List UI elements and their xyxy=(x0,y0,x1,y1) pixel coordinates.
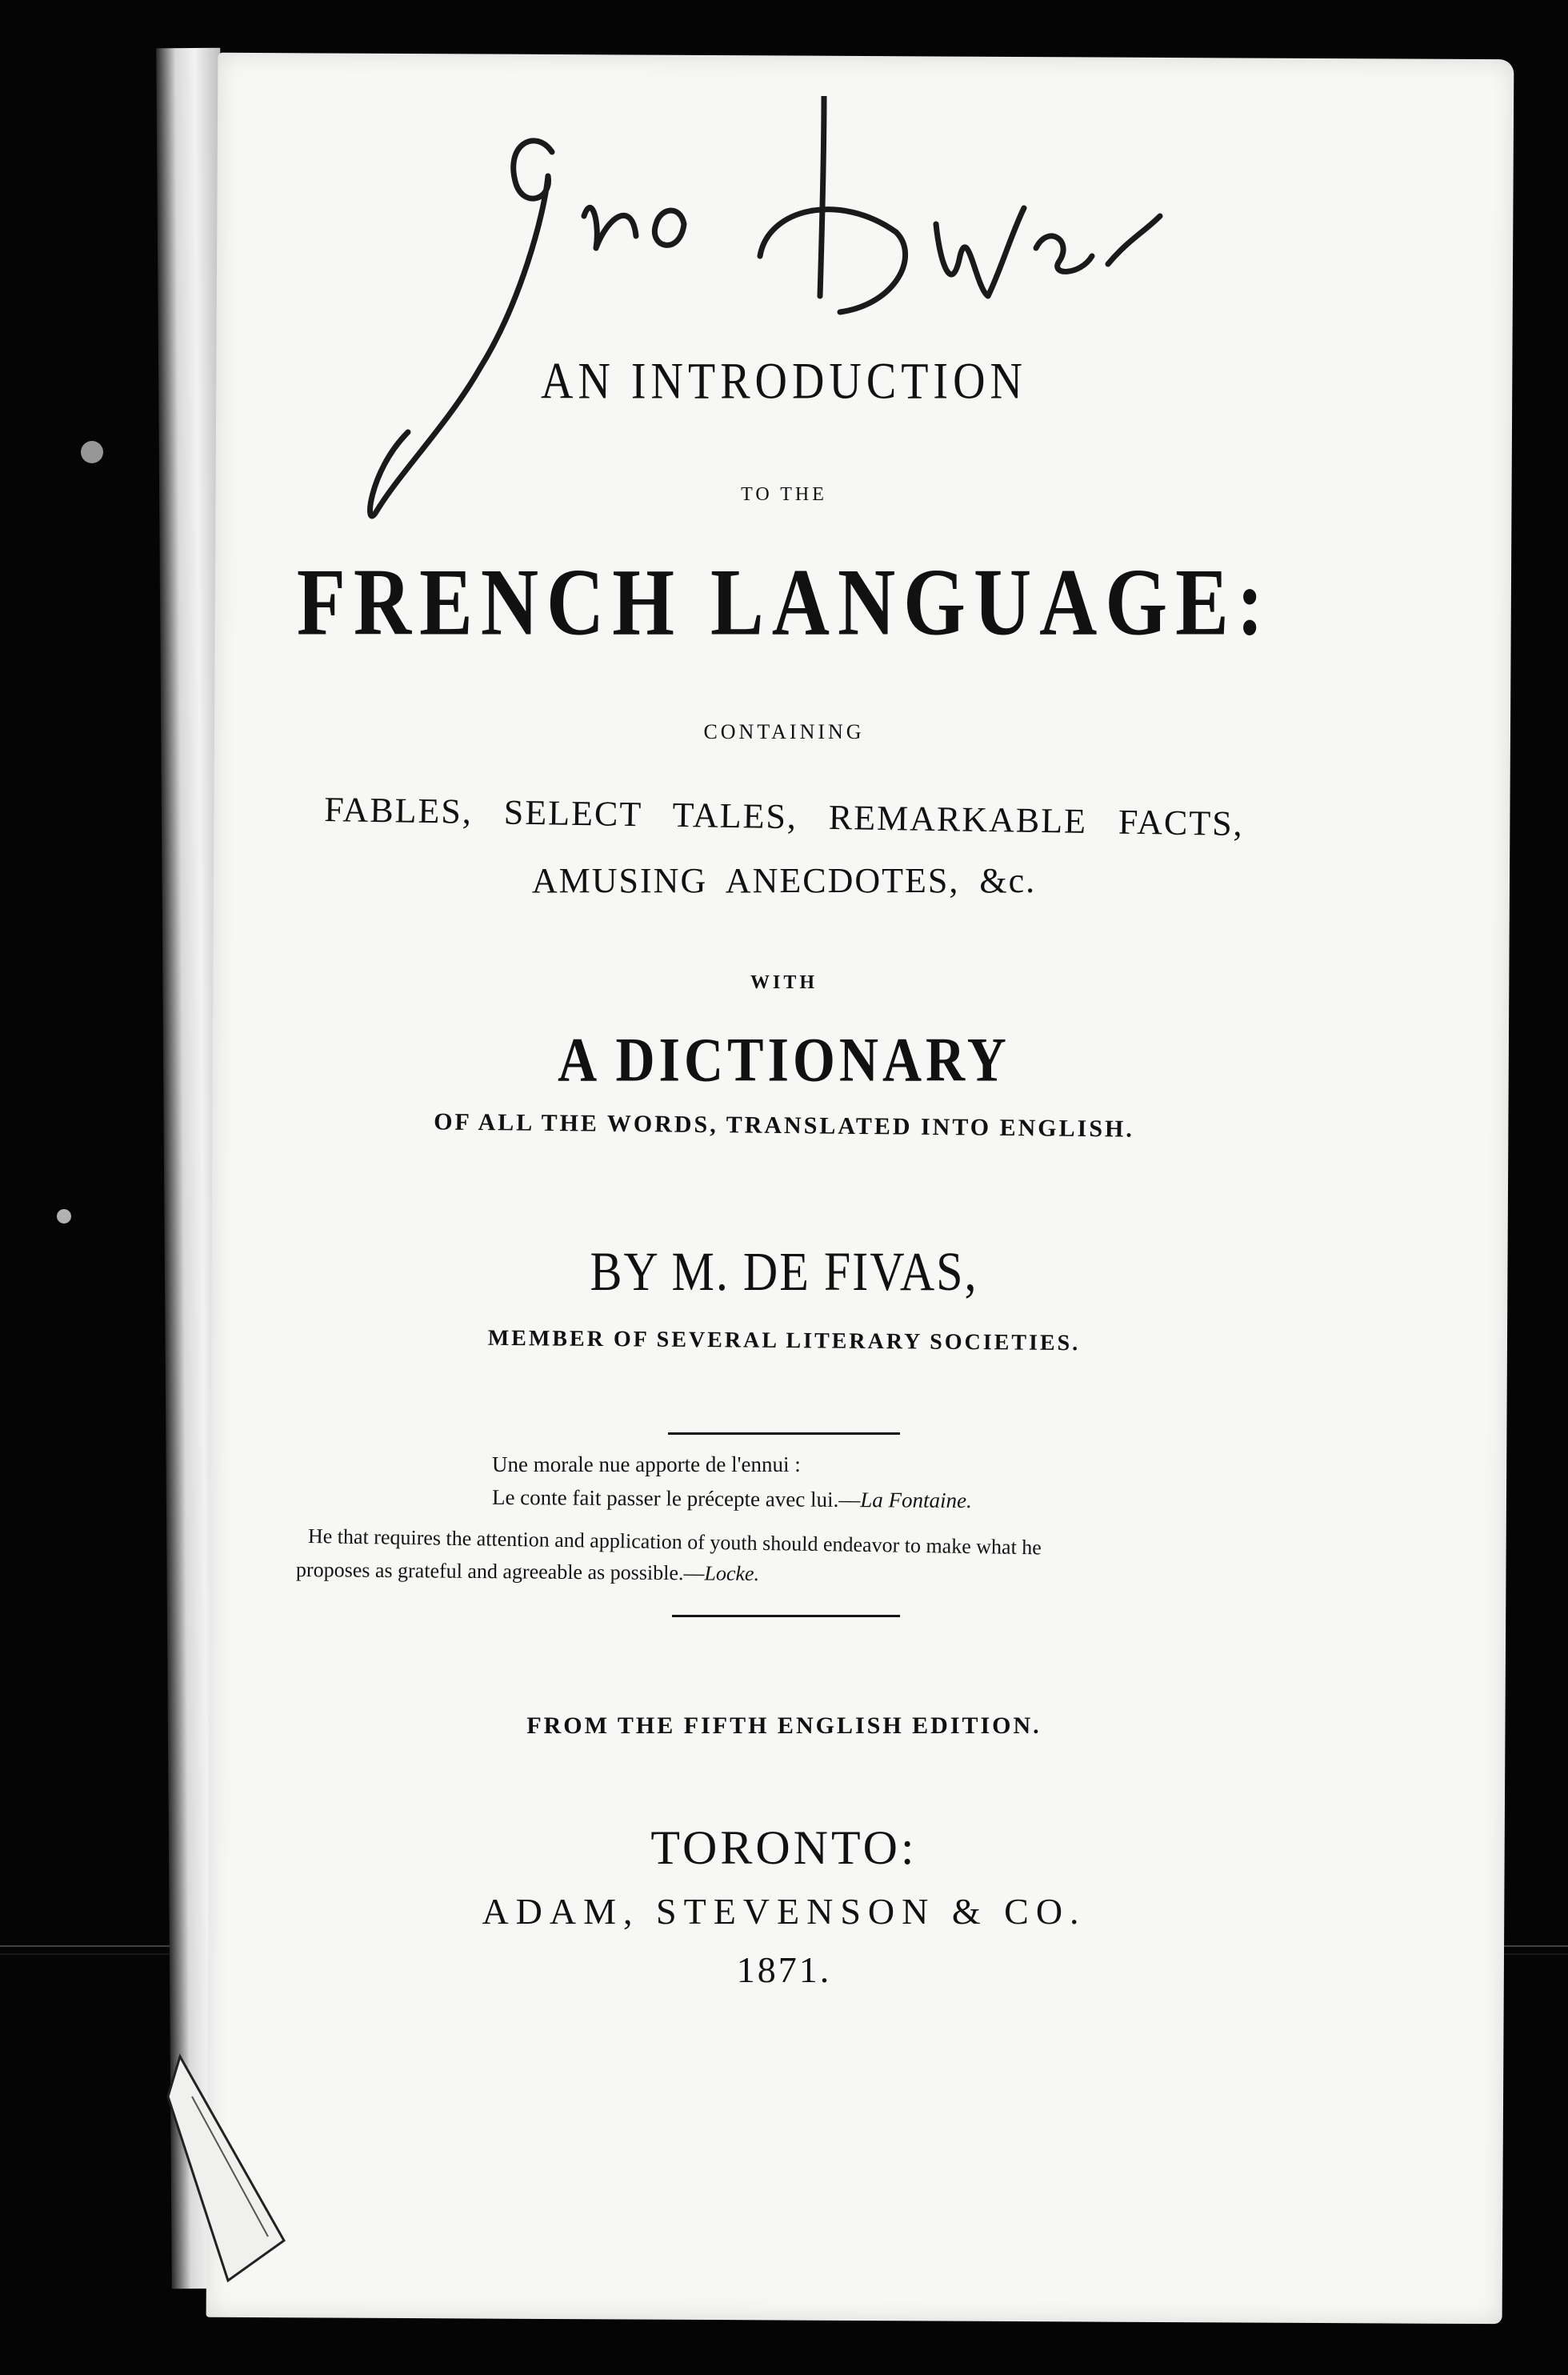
imprint-publisher: ADAM, STEVENSON & CO. xyxy=(482,1891,1086,1932)
epigraph-line-4-text: proposes as grateful and agreeable as possible.— xyxy=(295,1558,705,1585)
containing-label: CONTAINING xyxy=(703,720,865,743)
epigraph-line-3: He that requires the attention and application of youth should endeavor to make what he xyxy=(307,1524,1042,1560)
main-title-french-language: FRENCH LANGUAGE: xyxy=(296,548,1272,656)
handwritten-signature xyxy=(344,96,1264,544)
with-label: WITH xyxy=(750,972,818,993)
imprint-year: 1871. xyxy=(736,1949,832,1990)
author-name: BY M. DE FIVAS, xyxy=(590,1240,978,1302)
epigraph-line-4 xyxy=(296,1558,759,1586)
edition-line: FROM THE FIFTH ENGLISH EDITION. xyxy=(526,1712,1042,1739)
epigraph-line-2 xyxy=(492,1485,972,1513)
title-line-to-the: TO THE xyxy=(741,484,827,505)
imprint-city: TORONTO: xyxy=(650,1821,918,1874)
dictionary-heading: A DICTIONARY xyxy=(558,1024,1010,1095)
contents-line-2: AMUSING ANECDOTES, &c. xyxy=(531,861,1037,900)
folded-corner xyxy=(156,2049,300,2289)
epigraph-line-2-text: Le conte fait passer le précepte avec lui.— xyxy=(491,1484,861,1512)
divider-top xyxy=(668,1432,900,1435)
contents-line-1: FABLES, SELECT TALES, REMARKABLE FACTS, xyxy=(323,789,1245,844)
divider-bottom xyxy=(672,1615,900,1617)
epigraph-source-la-fontaine: La Fontaine. xyxy=(860,1488,972,1513)
author-description: MEMBER OF SEVERAL LITERARY SOCIETIES. xyxy=(487,1325,1081,1356)
dictionary-subtitle: OF ALL THE WORDS, TRANSLATED INTO ENGLISH. xyxy=(434,1108,1134,1143)
epigraph-source-locke: Locke. xyxy=(704,1561,760,1586)
epigraph-line-1: Une morale nue apporte de l'ennui : xyxy=(492,1452,801,1476)
title-line-introduction: AN INTRODUCTION xyxy=(541,353,1027,411)
